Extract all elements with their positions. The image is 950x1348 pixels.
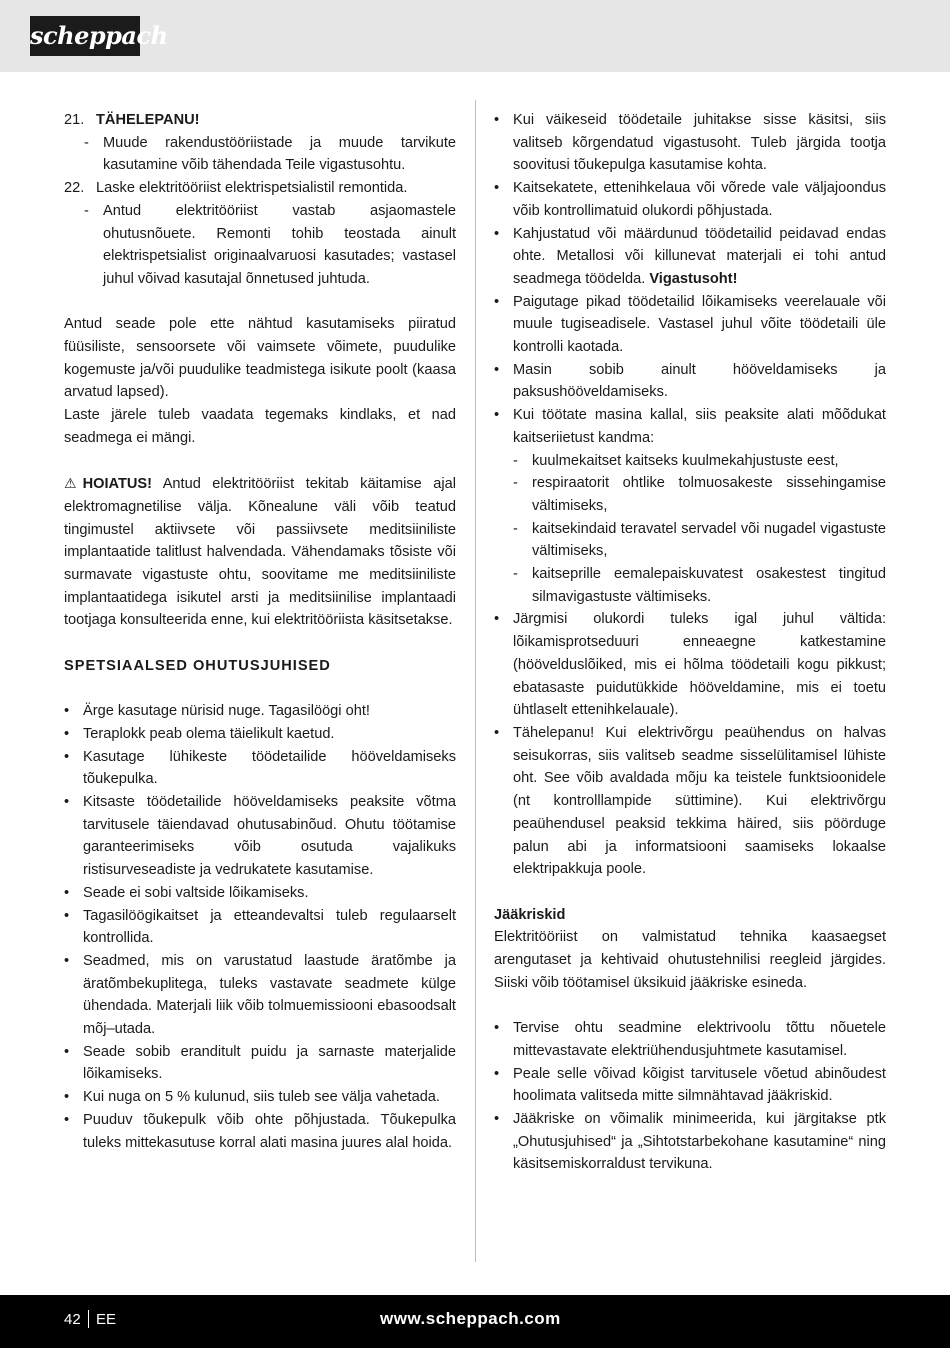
scheppach-logo: scheppach [30, 16, 140, 56]
list-item: • Teraplokk peab olema täielikult kaetud. [64, 725, 335, 742]
dash-marker: - [84, 134, 89, 151]
list-item: • Jääkriske on võimalik minimeerida, kui järgitakse ptk „Ohutusjuhised“ ja „Sihtotstarbekohane kasutamine“ ning käsitsemiskorraldust tervikuna. [494, 1110, 886, 1173]
dash-marker: - [84, 202, 89, 219]
footer-bar [0, 1295, 950, 1348]
damaged-text: Kahjustatud või määrdunud töödetailid peidavad endas ohte. Metallosi või killunevat materjali ei tohi antud seadmega töödelda. [513, 225, 886, 287]
list-item: • Kui väikeseid töödetaile juhitakse sisse käsitsi, siis valitseb kõrgendatud vigastusoht. Tuleb järgida tootja soovitusi tõukepulga kasutamise kohta. [494, 112, 886, 174]
list-item: • Kui nuga on 5 % kulunud, siis tuleb see välja vahetada. [64, 1089, 440, 1106]
injury-warning: Vigastusoht! [649, 270, 738, 287]
list-item: • Kitsaste töödetailide hööveldamiseks peaksite võtma tarvitusele täiendavad ohutusabinõud. Ohutu töötamise garanteerimiseks võib osutuda vajalikuks ristisurveseadiste ja vedrukatete kasutamise. [64, 794, 456, 879]
column-divider [475, 100, 476, 1262]
list-item: • Tähelepanu! Kui elektrivõrgu peaühendus on halvas seisukorras, siis valitseb seadme sisselülitamisel lühiste oht. See võib avaldada mõju ka teistele funktsioonidele (nt kontrolllampide süttimine). Kui elektrivõrgu peaühendusel peaksid tekkima häired, siis pöörduge palun abi ja informatsiooni saamiseks lokaalse elektripakkuja poole. [494, 724, 886, 878]
item-title: TÄHELEPANU! [96, 112, 200, 128]
residual-risks-list [494, 1017, 886, 1176]
safety-bullet-list-right-2 [494, 608, 886, 880]
list-item: • Ärge kasutage nürisid nuge. Tagasilöögi oht! [64, 703, 370, 720]
children-paragraph: Laste järele tuleb vaadata tegemaks kindlaks, et nad seadmega ei mängi. [64, 407, 456, 446]
list-item: • Tervise ohtu seadmine elektrivoolu tõttu nõuetele mittevastavate elektriühendusjuhtmete kasutamisel. [494, 1020, 886, 1059]
section-title: SPETSIAALSED OHUTUSJUHISED [64, 657, 331, 674]
warning-text: Antud elektritööriist tekitab käitamise ajal elektromagnetilise välja. Kõnealune väli võib teatud tingimustel aktiivsete või passiivsete meditsiiniliste implantaatide talitlust halvendada. Vähendamaks tõsiste või surmavate vigastuste ohtu, soovitame me meditsiiniliste implantaatidega isikutel arsti ja meditsiinilise implantaadi tootjaga konsulteerida enne, kui elektritööriista käsitsetakse. [64, 476, 456, 629]
list-item: • Seade sobib eranditult puidu ja sarnaste materjalide lõikamiseks. [64, 1043, 456, 1083]
left-column [64, 109, 456, 1154]
language-code: EE [96, 1311, 117, 1328]
protection-item: - kaitsekindaid teravatel servadel või nugadel vigastuste vältimiseks, [513, 520, 886, 560]
item-title: Laske elektritööriist elektrispetsialistil remontida. [96, 180, 408, 197]
list-item: • Masin sobib ainult hööveldamiseks ja paksushööveldamiseks. [494, 361, 886, 401]
residual-risks-text: Elektritööriist on valmistatud tehnika kaasaegset arengutaset ja kehtivaid ohutustehnilisi reegleid järgides. Siiski võib töötamisel üksikuid jääkriske esineda. [494, 929, 886, 991]
warning-label: HOIATUS! [82, 476, 153, 493]
protection-item: - kuulmekaitset kaitseks kuulmekahjustuste eest, [513, 452, 839, 469]
list-item: • Järgmisi olukordi tuleks igal juhul vältida: lõikamisprotseduuri enneaegne katkestamine (höövelduslõiked, mis ei hõlma töödetaili kogu pikkust; ebatasaste puidutükkide hööveldamine, mis ei toetu ühtlaselt ettenihkelauale). [494, 611, 886, 719]
item-detail-text: Muude rakendustööriistade ja muude tarvikute kasutamine võib tähendada Teile vigastusohtu. [103, 134, 456, 174]
header-bar [0, 0, 950, 72]
list-item: • Tagasilöögikaitset ja etteandevaltsi tuleb regulaarselt kontrollida. [64, 907, 456, 947]
safety-bullet-list [64, 700, 456, 1154]
list-item: • Paigutage pikad töödetailid lõikamiseks veerelauale või muule tugiseadisele. Vastasel juhul võite töödetaili üle kontrolli kaotada. [494, 293, 886, 356]
website-link[interactable]: www.scheppach.com [380, 1309, 561, 1328]
safety-bullet-list-right [494, 109, 886, 450]
list-item: • Puuduv tõukepulk võib ohte põhjustada. Tõukepulka tuleks mittekasutuse korral alati masina juures alal hoida. [64, 1111, 456, 1151]
item-number: 21. [64, 112, 85, 128]
list-item: • Kahjustatud või määrdunud töödetailid peidavad endas ohte. Metallosi või killunevat materjali ei tohi antud seadmega töödelda. Vigastusoht! [494, 225, 886, 287]
footer-separator [88, 1310, 89, 1328]
list-item: • Kasutage lühikeste töödetailide hööveldamiseks tõukepulka. [64, 748, 456, 788]
list-item: • Peale selle võivad kõigist tarvitusele võetud abinõudest hoolimata valitseda mitte silmnähtavad jääkriskid. [494, 1065, 886, 1105]
right-column [494, 109, 886, 1176]
list-item: • Seadmed, mis on varustatud laastude äratõmbe ja äratõmbekuplitega, tuleks vastavate seadmete külge ühendada. Materjali liik võib tolmuemissiooni ebasoodsalt mõj–utada. [64, 952, 456, 1038]
list-item: • Seade ei sobi valtside lõikamiseks. [64, 884, 309, 901]
warning-triangle-icon: ⚠ [64, 475, 77, 492]
list-item: • Kui töötate masina kallal, siis peaksite alati mõõdukat kaitseriietust kandma: [494, 407, 886, 446]
item-22 [64, 177, 456, 200]
item-number: 22. [64, 180, 85, 197]
item-21 [64, 109, 456, 132]
usage-restriction-paragraph: Antud seade pole ette nähtud kasutamiseks piiratud füüsiliste, sensoorsete või vaimsete võimete, puudulike kogemuste ja/või puudulike teadmistega isikute poolt (kaasa arvatud lapsed). [64, 316, 456, 401]
page-number: 42 [64, 1311, 81, 1328]
item-21-detail [64, 132, 456, 177]
item-22-detail [64, 200, 456, 291]
residual-risks-title: Jääkriskid [494, 906, 566, 923]
list-item: • Kaitsekatete, ettenihkelaua või võrede vale väljajoondus võib kontrollimatuid olukordi põhjustada. [494, 180, 886, 219]
warning-paragraph [64, 472, 456, 632]
item-detail-text: Antud elektritööriist vastab asjaomastele ohutusnõuete. Remonti tohib teostada ainult elektrispetsialist originaalvaruosi kasutades; vastasel juhul võivad kasutajal õnnetused juhtuda. [103, 202, 456, 287]
protection-item: - respiraatorit ohtlike tolmuosakeste sissehingamise vältimiseks, [513, 475, 886, 514]
protection-item: - kaitseprille eemalepaiskuvatest osakestest tingitud silmavigastuste vältimiseks. [513, 566, 886, 605]
